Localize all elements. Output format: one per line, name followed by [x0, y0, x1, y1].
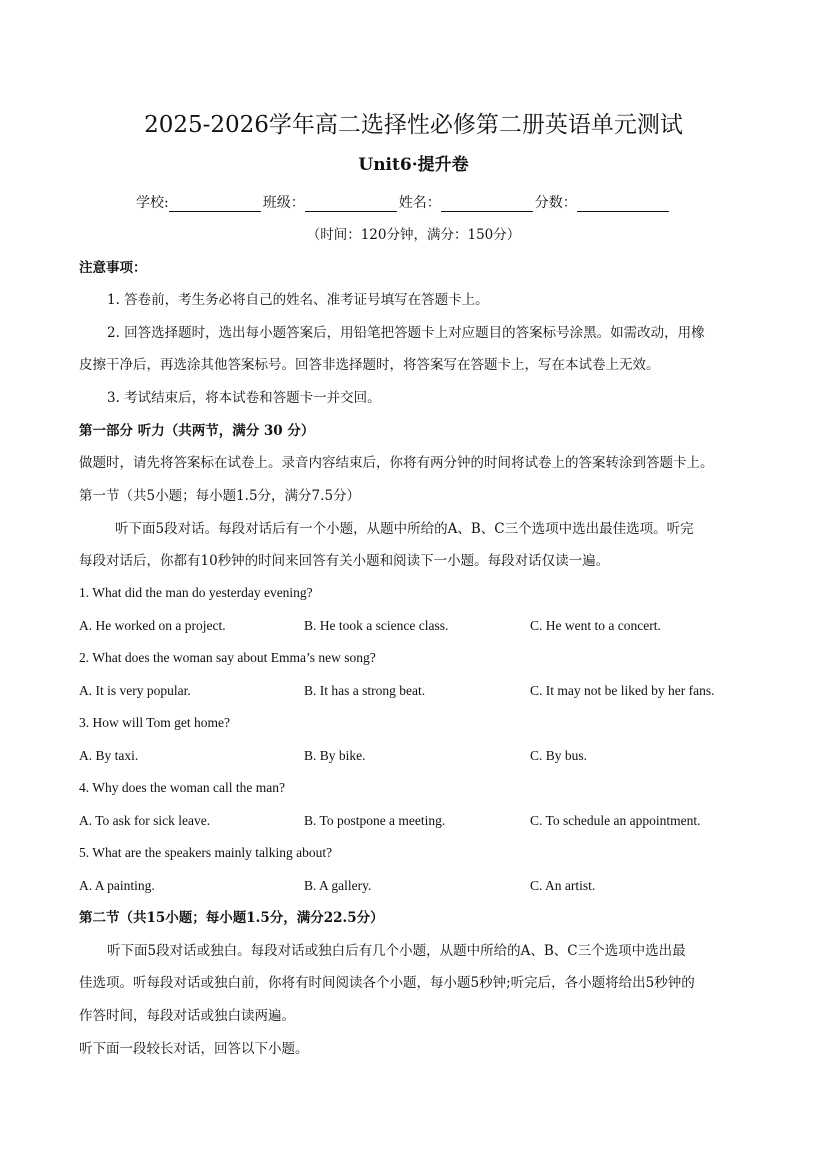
answer-option: A. By taxi. [79, 748, 139, 763]
exam-title: 2025-2026学年高二选择性必修第二册英语单元测试 [144, 112, 683, 138]
answer-option: C. It may not be liked by her fans. [530, 683, 715, 698]
school-label: 学校: [136, 195, 169, 211]
question-text: 2. What does the woman say about Emma’s new song? [79, 650, 376, 665]
question-text: 4. Why does the woman call the man? [79, 780, 285, 795]
part1-heading: 第一部分 听力（共两节，满分 30 分） [79, 423, 315, 439]
section2-para: 听下面5段对话或独白。每段对话或独白后有几个小题，从题中所给的A、B、C三个选项中选出最 [107, 943, 686, 959]
school-blank[interactable] [169, 197, 261, 212]
note-item: 1. 答卷前，考生务必将自己的姓名、准考证号填写在答题卡上。 [107, 292, 489, 308]
score-blank[interactable] [577, 197, 669, 212]
answer-option: A. It is very popular. [79, 683, 191, 698]
notes-heading: 注意事项： [79, 260, 147, 276]
section2-sub: 听下面一段较长对话，回答以下小题。 [79, 1041, 309, 1057]
part1-instruction: 做题时，请先将答案标在试卷上。录音内容结束后，你将有两分钟的时间将试卷上的答案转涂到答题卡上。 [79, 455, 714, 471]
answer-option: B. He took a science class. [304, 618, 449, 633]
answer-option: B. By bike. [304, 748, 366, 763]
answer-option: B. To postpone a meeting. [304, 813, 446, 828]
note-item: 皮擦干净后，再选涂其他答案标号。回答非选择题时，将答案写在答题卡上，写在本试卷上无效。 [79, 357, 660, 373]
note-item: 3. 考试结束后，将本试卷和答题卡一并交回。 [107, 390, 381, 406]
question-text: 1. What did the man do yesterday evening? [79, 585, 313, 600]
name-blank[interactable] [441, 197, 533, 212]
class-blank[interactable] [305, 197, 397, 212]
answer-option: C. He went to a concert. [530, 618, 661, 633]
answer-option: A. To ask for sick leave. [79, 813, 211, 828]
info-fields [136, 194, 671, 212]
exam-subtitle: Unit6·提升卷 [358, 155, 469, 175]
section1-para: 每段对话后，你都有10秒钟的时间来回答有关小题和阅读下一小题。每段对话仅读一遍。 [79, 553, 610, 569]
answer-option: C. To schedule an appointment. [530, 813, 701, 828]
section2-para: 佳选项。听每段对话或独白前，你将有时间阅读各个小题，每小题5秒钟;听完后，各小题将给出5秒钟的 [79, 975, 695, 991]
question-text: 5. What are the speakers mainly talking about? [79, 845, 333, 860]
question-text: 3. How will Tom get home? [79, 715, 231, 730]
section2-para: 作答时间，每段对话或独白读两遍。 [79, 1008, 295, 1024]
answer-option: B. It has a strong beat. [304, 683, 426, 698]
section2-heading: 第二节（共15小题；每小题1.5分，满分22.5分） [79, 910, 384, 926]
score-label: 分数： [534, 195, 577, 211]
answer-option: A. He worked on a project. [79, 618, 226, 633]
time-info: （时间：120分钟，满分：150分） [306, 227, 521, 243]
name-label: 姓名： [398, 195, 441, 211]
note-item: 2. 回答选择题时，选出每小题答案后，用铅笔把答题卡上对应题目的答案标号涂黑。如需改动，用橡 [107, 325, 705, 341]
class-label: 班级： [262, 195, 305, 211]
answer-option: C. By bus. [530, 748, 588, 763]
answer-option: C. An artist. [530, 878, 596, 893]
answer-option: A. A painting. [79, 878, 155, 893]
answer-option: B. A gallery. [304, 878, 372, 893]
section1-heading: 第一节（共5小题；每小题1.5分，满分7.5分） [79, 488, 361, 504]
section1-para: 听下面5段对话。每段对话后有一个小题，从题中所给的A、B、C三个选项中选出最佳选项。听完 [115, 521, 694, 537]
